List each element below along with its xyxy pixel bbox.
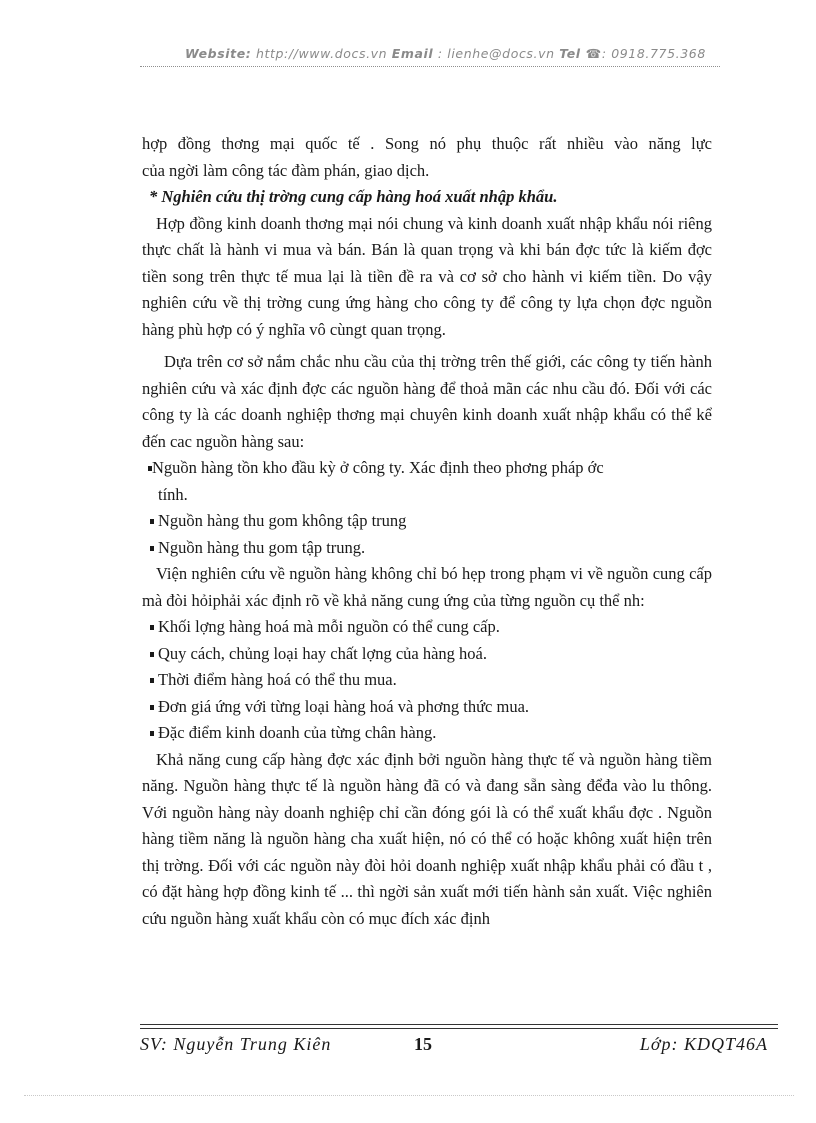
paragraph-2: Hợp đồng kinh doanh thơng mại nói chung và kinh doanh xuất nhập khẩu nói riêng thực chất là hành vi mua và bán. Bán là quan trọng và khi bán đợc tức là kiếm đợc tiền song trên thực tế mua lại là tiền đề ra và cơ sở cho hành vi kiếm tiền. Do vậy nghiên cứu về thị trờng cung ứng hàng cho công ty để công ty lựa chọn đợc nguồn hàng phù hợp có ý nghĩa vô cùngt quan trọng. (142, 213, 712, 339)
bullet-icon (148, 466, 152, 471)
email-label: Email (391, 46, 434, 61)
paragraph-5: Khả năng cung cấp hàng đợc xác định bởi nguồn hàng thực tế và nguồn hàng tiềm năng. Nguồn hàng thực tế là nguồn hàng đã có và đang sẵn sàng đểđa vào lu thông. Với nguồn hàng này doanh nghiệp chỉ cần đóng gói là có thể xuất khẩu đợc . Nguồn hàng tiềm năng là nguồn hàng cha xuất hiện, nó có thể có hoặc không xuất hiện trên thị trờng. Đối với các nguồn này đòi hỏi doanh nghiệp xuất nhập khẩu phải có đầu t , có đặt hàng hợp đồng kinh tế ... thì ngời sản xuất mới tiến hành sản xuất. Việc nghiên cứu nguồn hàng xuất khẩu còn có mục đích xác định (142, 749, 712, 928)
section-heading: * Nghiên cứu thị trờng cung cấp hàng hoá xuất nhập khẩu. (149, 187, 558, 206)
footer-divider (140, 1028, 778, 1029)
list-item: Nguồn hàng tồn kho đầu kỳ ở công ty. Xác định theo phơng pháp ớc (142, 455, 712, 482)
paragraph-1-line-1: hợp đồng thơng mại quốc tế . Song nó phụ thuộc rất nhiều vào năng lực (142, 134, 712, 153)
bullet-icon (150, 625, 154, 630)
bullet-icon (150, 678, 154, 683)
list-item: Thời điểm hàng hoá có thể thu mua. (142, 667, 712, 694)
paragraph-4: Viện nghiên cứu về nguồn hàng không chỉ bó hẹp trong phạm vi về nguồn cung cấp mà đòi hỏiphải xác định rõ về khả năng cung ứng của từng nguồn cụ thể nh: (142, 564, 712, 610)
bullet-icon (150, 705, 154, 710)
list-item: Đặc điểm kinh doanh của từng chân hàng. (142, 720, 712, 747)
page-number: 15 (414, 1034, 432, 1054)
bullet-icon (150, 546, 154, 551)
footer-class: Lớp: KDQT46A (639, 1034, 768, 1054)
list-item-continuation: tính. (158, 484, 188, 504)
bullet-icon (150, 519, 154, 524)
page-bottom-divider (24, 1095, 794, 1096)
list-item: Nguồn hàng thu gom không tập trung (142, 508, 712, 535)
list-item: Quy cách, chủng loại hay chất lợng của hàng hoá. (142, 641, 712, 668)
bullet-icon (150, 652, 154, 657)
website-url[interactable]: http://www.docs.vn (251, 46, 392, 61)
paragraph-1-line-2: của ngời làm công tác đàm phán, giao dịch. (142, 160, 430, 180)
list-item: Đơn giá ứng với từng loại hàng hoá và phơng thức mua. (142, 694, 712, 721)
document-body (142, 131, 712, 932)
page-header (185, 46, 725, 61)
paragraph-3: Dựa trên cơ sở nắm chắc nhu cầu của thị trờng trên thế giới, các công ty tiến hành nghiên cứu và xác định đợc các nguồn hàng để thoả mãn các nhu cầu đó. Đối với các công ty là các doanh nghiệp thơng mại chuyên kinh doanh xuất nhập khẩu có thể kể đến cac nguồn hàng sau: (142, 352, 712, 451)
list-item: Nguồn hàng thu gom tập trung. (142, 535, 712, 562)
email-value[interactable]: : lienhe@docs.vn (433, 46, 560, 61)
list-item: Khối lợng hàng hoá mà mỗi nguồn có thể cung cấp. (142, 614, 712, 641)
tel-label: Tel ☎ (559, 46, 602, 61)
tel-value: : 0918.775.368 (601, 46, 706, 61)
bullet-icon (150, 731, 154, 736)
footer-divider (140, 1024, 778, 1025)
footer-student: SV: Nguyễn Trung Kiên (140, 1034, 332, 1054)
header-divider (140, 66, 720, 67)
website-label: Website: (185, 46, 252, 61)
